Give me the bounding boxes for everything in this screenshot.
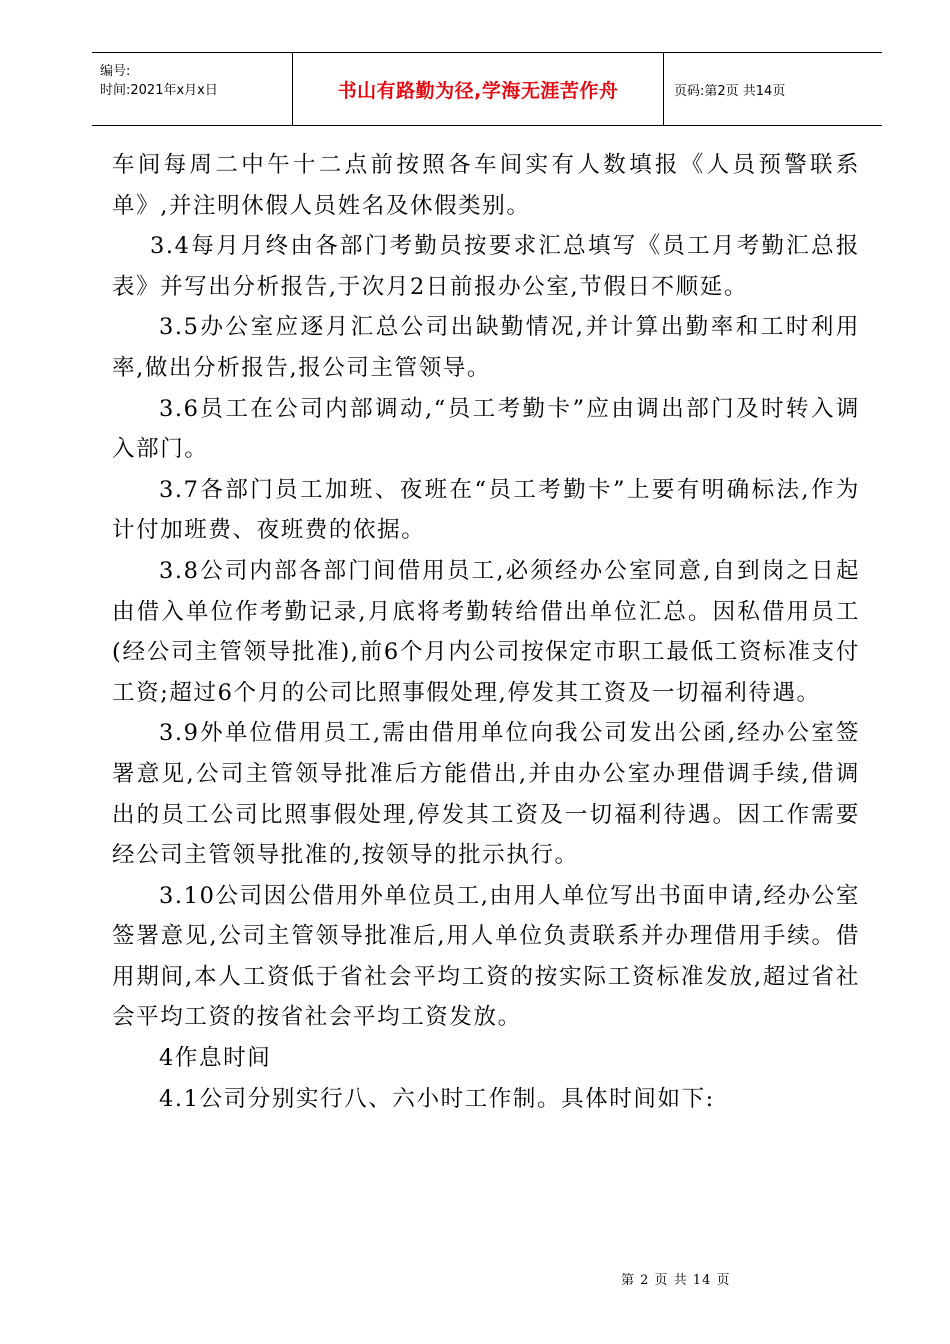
paragraph-3-10: 3.10公司因公借用外单位员工,由用人单位写出书面申请,经办公室签署意见,公司主管领导批准后,用人单位负责联系并办理借用手续。借用期间,本人工资低于省社会平均工资的按实际工资标准发放,超过省社会平均工资的按省社会平均工资发放。 — [112, 882, 860, 1031]
paragraph-3-7: 3.7各部门员工加班、夜班在“员工考勤卡”上要有明确标法,作为计付加班费、夜班费的依据。 — [112, 476, 860, 544]
document-number-label: 编号: — [100, 64, 131, 79]
paragraph-3-4: 3.4每月月终由各部门考勤员按要求汇总填写《员工月考勤汇总报表》并写出分析报告,于次月2日前报办公室,节假日不顺延。 — [112, 233, 860, 300]
document-header — [92, 52, 882, 126]
paragraph-3-9: 3.9外单位借用员工,需由借用单位向我公司发出公函,经办公室签署意见,公司主管领导批准后方能借出,并由办公室办理借调手续,借调出的员工公司比照事假处理,停发其工资及一切福利待遇。因工作需要经公司主管领导批准的,按领导的批示执行。 — [112, 720, 860, 869]
header-motto: 书山有路勤为径,学海无涯苦作舟 — [293, 53, 664, 125]
paragraph-3-6: 3.6员工在公司内部调动,“员工考勤卡”应由调出部门及时转入调入部门。 — [112, 395, 860, 463]
page-footer: 第 2 页 共 14 页 — [621, 1273, 731, 1288]
paragraph-4-1: 4.1公司分别实行八、六小时工作制。具体时间如下: — [159, 1085, 715, 1112]
section-heading-4: 4作息时间 — [159, 1045, 272, 1072]
document-time-label: 时间:2021年x月x日 — [100, 83, 218, 98]
paragraph-3-5: 3.5办公室应逐月汇总公司出缺勤情况,并计算出勤率和工时利用率,做出分析报告,报公司主管领导。 — [112, 314, 860, 381]
header-meta-cell — [92, 53, 293, 125]
paragraph-3-8: 3.8公司内部各部门间借用员工,必须经办公室同意,自到岗之日起由借入单位作考勤记录,月底将考勤转给借出单位汇总。因私借用员工(经公司主管领导批准),前6个月内公司按保定市职工最低工资标准支付工资;超过6个月的公司比照事假处理,停发其工资及一切福利待遇。 — [112, 557, 860, 706]
paragraph-continuation: 车间每周二中午十二点前按照各车间实有人数填报《人员预警联系单》,并注明休假人员姓名及休假类别。 — [112, 152, 860, 219]
header-page-code: 页码:第2页 共14页 — [674, 83, 786, 99]
document-body — [112, 145, 860, 1119]
